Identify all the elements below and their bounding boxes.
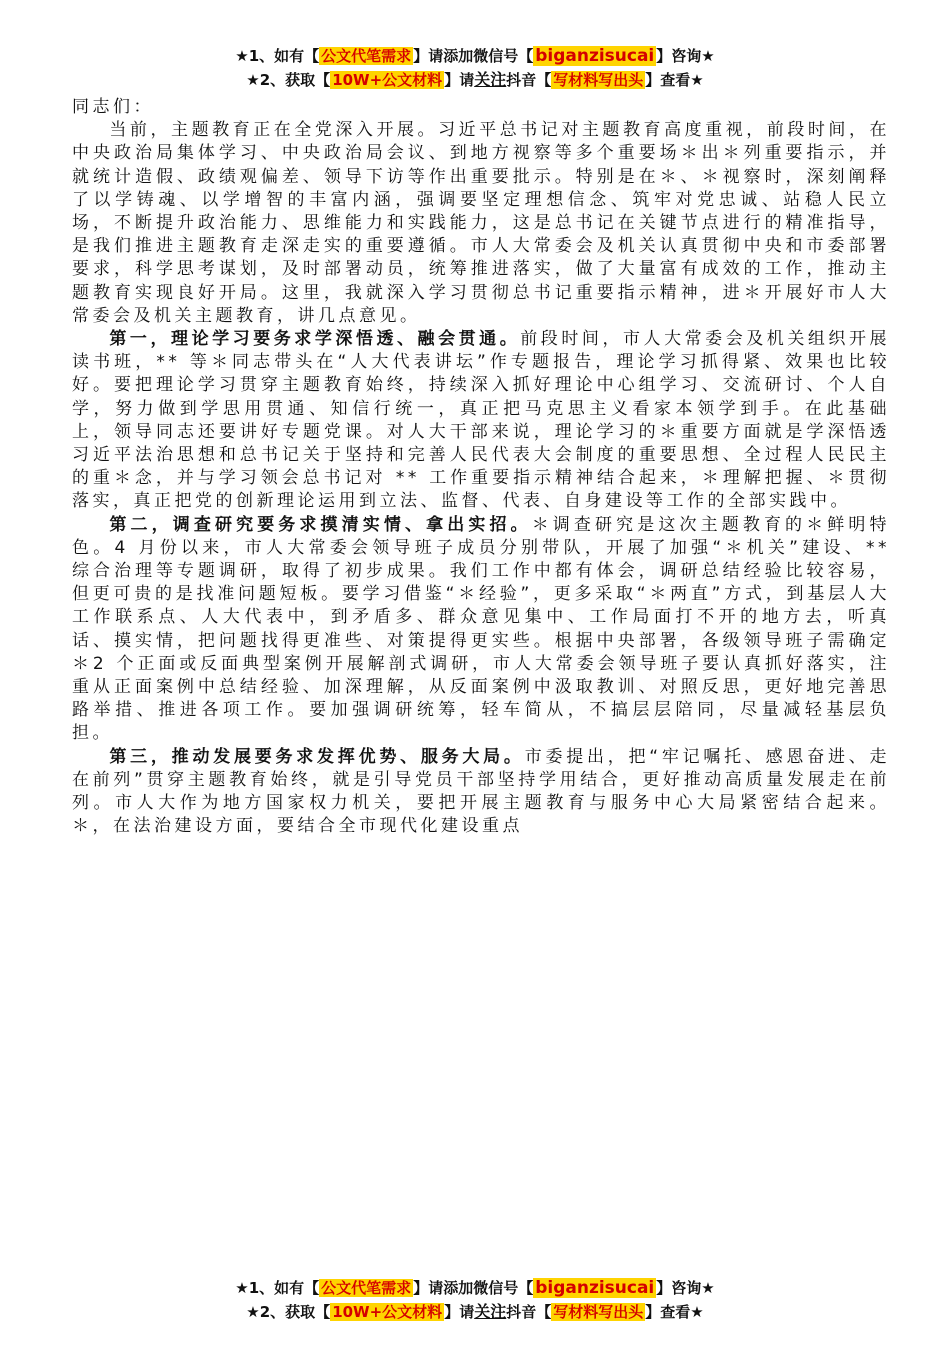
banner-line-1: ★1、如有【 公文代笔需求 】请添加微信号【 biganzisucai 】咨询★ — [235, 1278, 715, 1298]
banner-highlight: 公文代笔需求 — [321, 47, 412, 65]
wechat-id-highlight: biganzisucai — [535, 46, 655, 66]
banner-underline: 关注 — [474, 70, 507, 89]
banner-line-1: ★1、如有【 公文代笔需求 】请添加微信号【 biganzisucai 】咨询★ — [235, 46, 715, 66]
banner-highlight: 10W+公文材料 — [332, 71, 443, 89]
paragraph: 第一，理论学习要务求学深悟透、融会贯通。前段时间，市人大常委会及机关组织开展读书班，** 等＊同志带头在“人大代表讲坛”作专题报告，理论学习抓得紧、效果也比较好。要把理论学习贯穿主题教育始终，持续深入抓好理论中心组学习、交流研讨、个人自学，努力做到学思用贯通、知信行统一，真正把马克思主义看家本领学到手。在此基础上，领导同志还要讲好专题党课。对人大干部来说，理论学习的＊重要方面就是学深悟透习近平法治思想和总书记关于坚持和完善人民代表大会制度的重要思想、全过程人民民主的重＊念，并与学习领会总书记对 ** 工作重要指示精神结合起来，＊理解把握、＊贯彻落实，真正把党的创新理论运用到立法、监督、代表、自身建设等工作的全部实践中。 — [72, 329, 890, 512]
section-heading: 第二，调查研究要务求摸清实情、拿出实招。 — [109, 514, 532, 535]
section-heading: 第一，理论学习要务求学深悟透、融会贯通。 — [109, 329, 521, 350]
section-heading: 第三，推动发展要务求发挥优势、服务大局。 — [109, 746, 525, 767]
salutation: 同志们： — [72, 97, 154, 117]
header-banner — [0, 44, 950, 92]
wechat-id-highlight: biganzisucai — [535, 1278, 655, 1298]
banner-line-2: ★2、获取【 10W+公文材料 】请关注抖音【 写材料写出头 】查看★ — [246, 70, 704, 89]
banner-highlight: 写材料写出头 — [553, 71, 644, 89]
paragraph: 第三，推动发展要务求发挥优势、服务大局。市委提出，把“牢记嘱托、感恩奋进、走在前列”贯穿主题教育始终，就是引导党员干部坚持学用结合，更好推动高质量发展走在前列。市人大作为地方国家权力机关，要把开展主题教育与服务中心大局紧密结合起来。＊，在法治建设方面，要结合全市现代化建设重点 — [72, 746, 890, 837]
banner-highlight: 写材料写出头 — [553, 1303, 644, 1321]
paragraph: 第二，调查研究要务求摸清实情、拿出实招。＊调查研究是这次主题教育的＊鲜明特色。4 月份以来，市人大常委会领导班子成员分别带队，开展了加强“＊机关”建设、** 综合治理等专题调研，取得了初步成果。我们工作中都有体会，调研总结经验比较容易，但更可贵的是找准问题短板。要学习借鉴“＊经验”，更多采取“＊两直”方式，到基层人大工作联系点、人大代表中，到矛盾多、群众意见集中、工作局面打不开的地方去，听真话、摸实情，把问题找得更准些、对策提得更实些。根据中央部署，各级领导班子需确定 ＊2 个正面或反面典型案例开展解剖式调研，市人大常委会领导班子要认真抓好落实，注重从正面案例中总结经验、加深理解，从反面案例中汲取教训、对照反思，更好地完善思路举措、推进各项工作。要加强调研统筹，轻车简从，不搞层层陪同，尽量减轻基层负担。 — [72, 514, 890, 744]
banner-underline: 关注 — [474, 1302, 507, 1321]
banner-line-2: ★2、获取【 10W+公文材料 】请关注抖音【 写材料写出头 】查看★ — [246, 1302, 704, 1321]
banner-highlight: 公文代笔需求 — [321, 1279, 412, 1297]
footer-banner — [0, 1276, 950, 1324]
document-body — [72, 96, 890, 1266]
banner-highlight: 10W+公文材料 — [332, 1303, 443, 1321]
paragraph: 当前，主题教育正在全党深入开展。习近平总书记对主题教育高度重视，前段时间，在中央政治局集体学习、中央政治局会议、到地方视察等多个重要场＊出＊列重要指示，并就统计造假、政绩观偏差、领导下访等作出重要批示。特别是在＊、＊视察时，深刻阐释了以学铸魂、以学增智的丰富内涵，强调要坚定理想信念、筑牢对党忠诚、站稳人民立场，不断提升政治能力、思维能力和实践能力，这是总书记在关键节点进行的精准指导，是我们推进主题教育走深走实的重要遵循。市人大常委会及机关认真贯彻中央和市委部署要求，科学思考谋划，及时部署动员，统筹推进落实，做了大量富有成效的工作，推动主题教育实现良好开局。这里，我就深入学习贯彻总书记重要指示精神，进＊开展好市人大常委会及机关主题教育，讲几点意见。 — [72, 120, 890, 326]
